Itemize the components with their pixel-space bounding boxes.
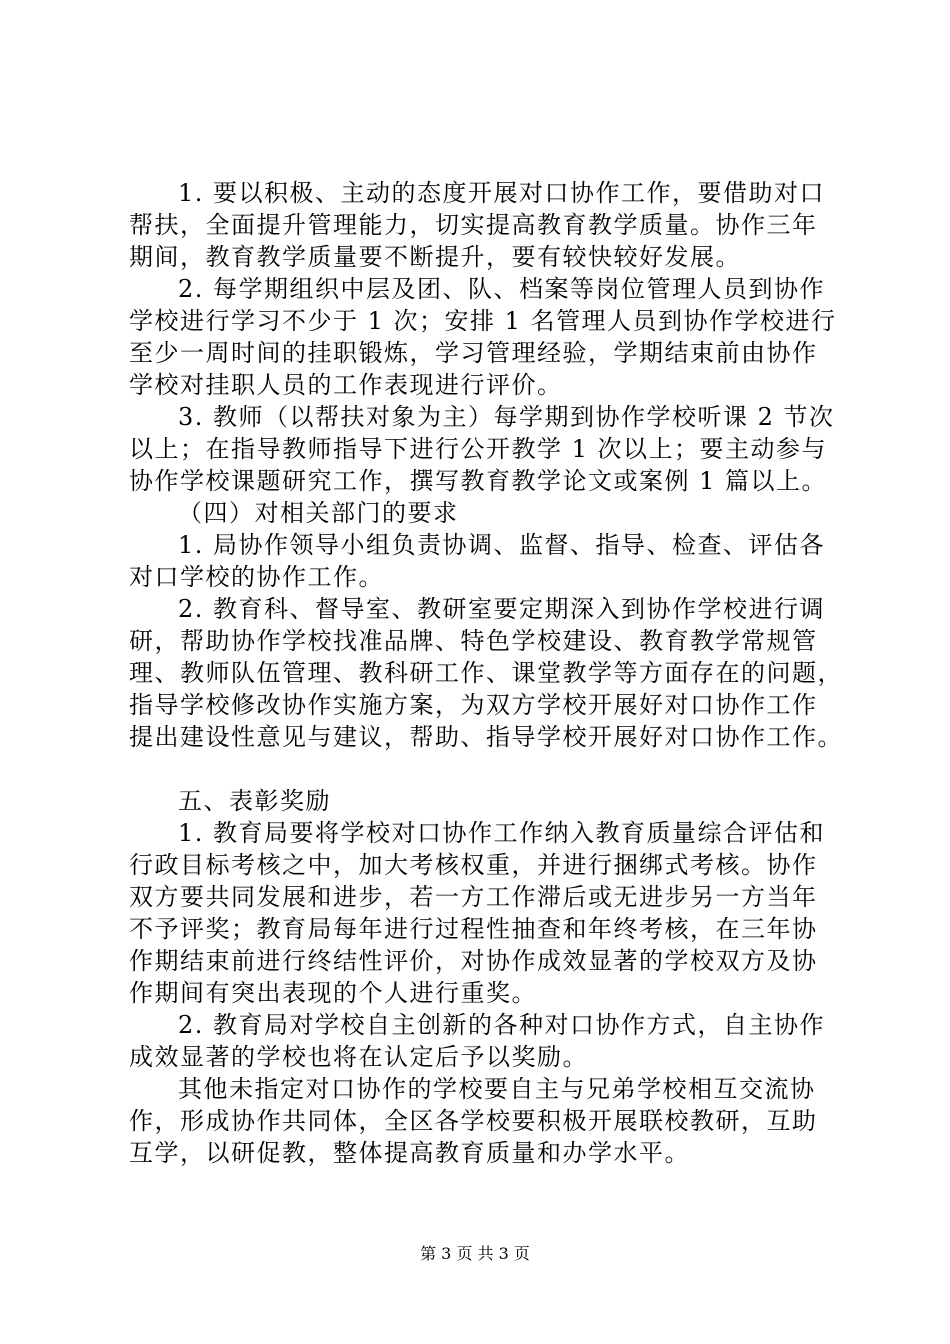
paragraph-line: 2. 每学期组织中层及团、队、档案等岗位管理人员到协作 xyxy=(178,275,826,303)
paragraph-line: 1. 局协作领导小组负责协调、监督、指导、检查、评估各 xyxy=(178,531,826,559)
page-number-footer: 第 3 页 共 3 页 xyxy=(420,1244,530,1263)
paragraph-line: 学校进行学习不少于 1 次；安排 1 名管理人员到协作学校进行 xyxy=(129,307,837,335)
paragraph-line: 至少一周时间的挂职锻炼，学习管理经验，学期结束前由协作 xyxy=(129,339,818,367)
paragraph-line: 提出建设性意见与建议，帮助、指导学校开展好对口协作工作。 xyxy=(129,723,843,751)
section-heading: 五、表彰奖励 xyxy=(178,787,331,815)
paragraph-line: 以上；在指导教师指导下进行公开教学 1 次以上；要主动参与 xyxy=(129,435,828,463)
paragraph-line: 2. 教育局对学校自主创新的各种对口协作方式，自主协作 xyxy=(178,1011,826,1039)
paragraph-line: 指导学校修改协作实施方案，为双方学校开展好对口协作工作 xyxy=(129,691,818,719)
paragraph-line: 2. 教育科、督导室、教研室要定期深入到协作学校进行调 xyxy=(178,595,826,623)
paragraph-line: 不予评奖；教育局每年进行过程性抽查和年终考核，在三年协 xyxy=(129,915,818,943)
paragraph-line: 双方要共同发展和进步，若一方工作滞后或无进步另一方当年 xyxy=(129,883,818,911)
section-subheading: （四）对相关部门的要求 xyxy=(178,499,459,527)
paragraph-line: 作期结束前进行终结性评价，对协作成效显著的学校双方及协 xyxy=(129,947,818,975)
paragraph-line: 1. 要以积极、主动的态度开展对口协作工作，要借助对口 xyxy=(178,179,826,207)
paragraph-line: 互学，以研促教，整体提高教育质量和办学水平。 xyxy=(129,1139,690,1167)
paragraph-line: 3. 教师（以帮扶对象为主）每学期到协作学校听课 2 节次 xyxy=(178,403,835,431)
paragraph-line: 其他未指定对口协作的学校要自主与兄弟学校相互交流协 xyxy=(178,1075,816,1103)
paragraph-line: 帮扶，全面提升管理能力，切实提高教育教学质量。协作三年 xyxy=(129,211,818,239)
paragraph-line: 作期间有突出表现的个人进行重奖。 xyxy=(129,979,537,1007)
paragraph-line: 成效显著的学校也将在认定后予以奖励。 xyxy=(129,1043,588,1071)
paragraph-line: 研，帮助协作学校找准品牌、特色学校建设、教育教学常规管 xyxy=(129,627,818,655)
paragraph-line: 学校对挂职人员的工作表现进行评价。 xyxy=(129,371,563,399)
paragraph-line: 1. 教育局要将学校对口协作工作纳入教育质量综合评估和 xyxy=(178,819,826,847)
paragraph-line: 行政目标考核之中，加大考核权重，并进行捆绑式考核。协作 xyxy=(129,851,818,879)
paragraph-line: 协作学校课题研究工作，撰写教育教学论文或案例 1 篇以上。 xyxy=(129,467,828,495)
paragraph-line: 对口学校的协作工作。 xyxy=(129,563,384,591)
paragraph-line: 理、教师队伍管理、教科研工作、课堂教学等方面存在的问题， xyxy=(129,659,843,687)
paragraph-line: 作，形成协作共同体，全区各学校要积极开展联校教研，互助 xyxy=(129,1107,818,1135)
paragraph-line: 期间，教育教学质量要不断提升，要有较快较好发展。 xyxy=(129,243,741,271)
